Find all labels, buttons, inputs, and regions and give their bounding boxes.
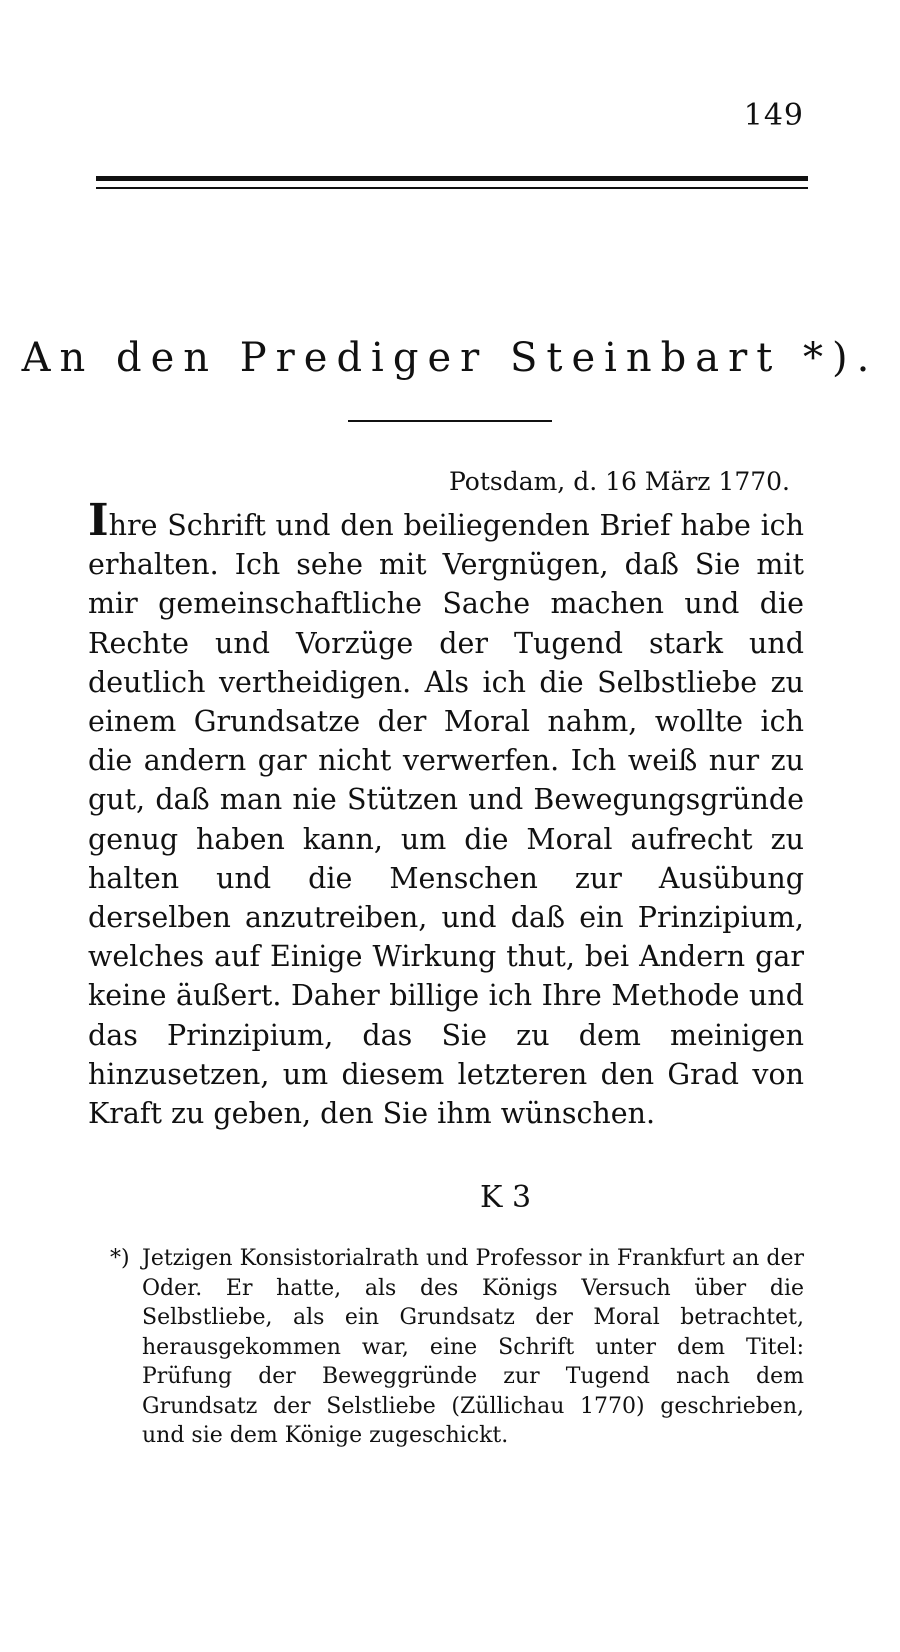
page-number: 149: [743, 98, 804, 133]
dateline: Potsdam, d. 16 März 1770.: [448, 467, 790, 496]
header-rule-thin: [96, 187, 808, 189]
footnote-text: Jetzigen Konsistorialrath und Professor in Frankfurt an der Oder. Er hatte, als des Königs Versuch über die Selbstliebe, als ein Grundsatz der Moral betrachtet, herausgekommen war, eine Schrift unter dem Titel: Prüfung der Beweggründe zur Tugend nach dem Grundsatz der Selstliebe (Züllichau 1770) geschrieben, und sie dem Könige zugeschickt.: [142, 1246, 804, 1448]
letter-body-text: hre Schrift und den beiliegenden Brief habe ich erhalten. Ich sehe mit Vergnügen, daß Sie mit mir gemeinschaftliche Sache machen und die Rechte und Vorzüge der Tugend stark und deutlich vertheidigen. Als ich die Selbstliebe zu einem Grundsatze der Moral nahm, wollte ich die andern gar nicht verwerfen. Ich weiß nur zu gut, daß man nie Stützen und Bewegungsgründe genug haben kann, um die Moral aufrecht zu halten und die Menschen zur Ausübung derselben anzutreiben, und daß ein Prinzipium, welches auf Einige Wirkung thut, bei Andern gar keine äußert. Daher billige ich Ihre Methode und das Prinzipium, das Sie zu dem meinigen hinzusetzen, um diesem letzteren den Grad von Kraft zu geben, den Sie ihm wünschen.: [88, 509, 804, 1131]
letter-title: [0, 335, 900, 381]
footnote-reference: *).: [803, 335, 879, 381]
footnote: [110, 1244, 804, 1451]
signature-mark: K 3: [480, 1180, 532, 1215]
drop-cap: I: [88, 495, 109, 546]
title-divider: [348, 420, 552, 422]
header-rule-thick: [96, 176, 808, 181]
letter-body: [88, 495, 804, 1133]
footnote-mark: *): [110, 1246, 130, 1271]
letter-title-text: An den Prediger Steinbart: [21, 335, 782, 381]
